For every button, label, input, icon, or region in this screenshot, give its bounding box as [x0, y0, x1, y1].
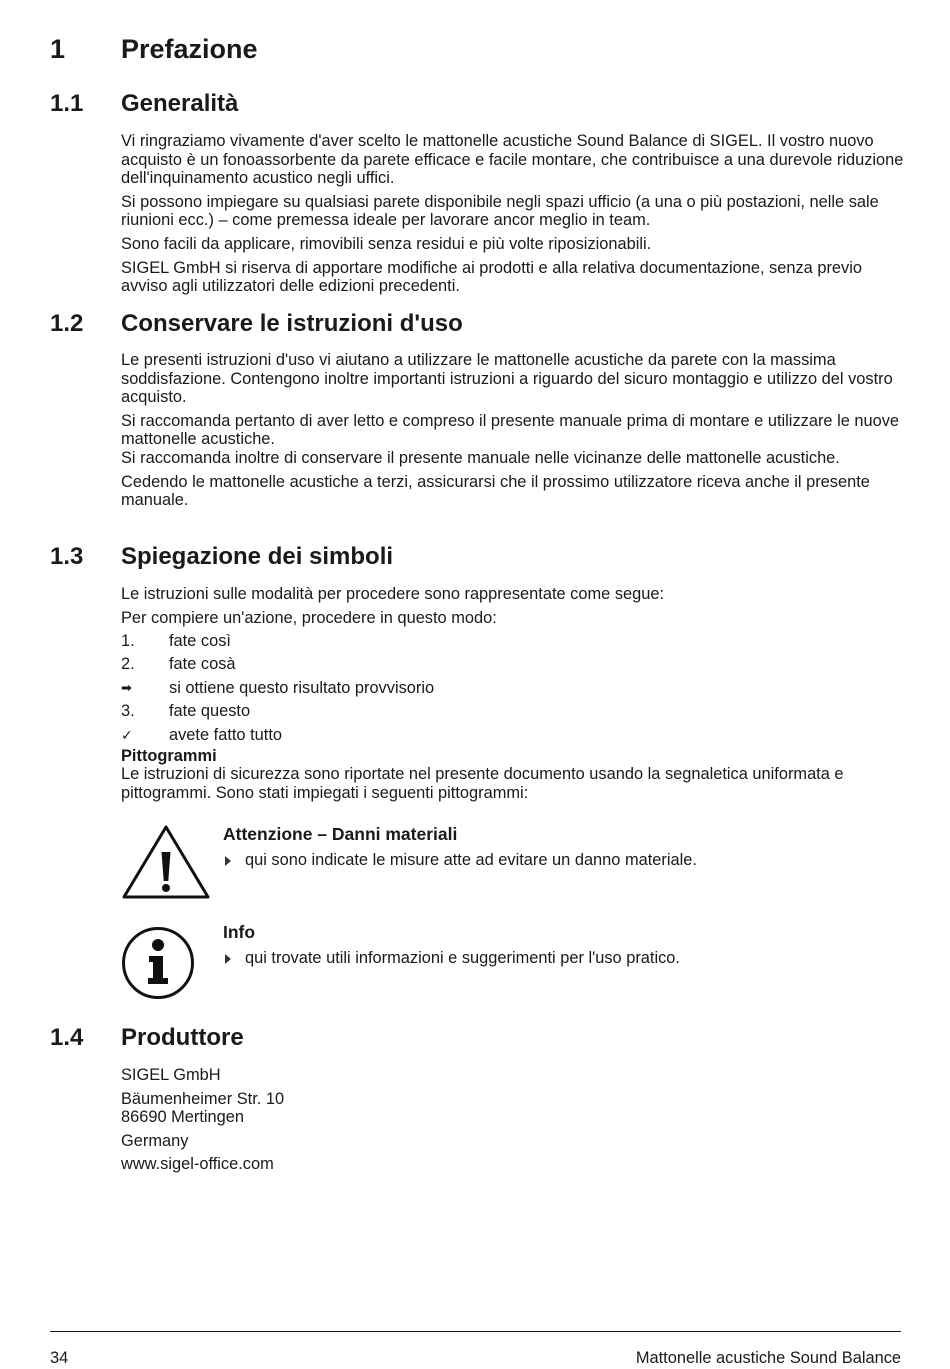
steps-list	[121, 629, 911, 747]
section-1-2-body	[121, 351, 911, 515]
info-circle-icon	[121, 926, 195, 1000]
list-item	[121, 700, 911, 724]
step-text: avete fatto tutto	[169, 725, 282, 744]
info-text: qui trovate utili informazioni e suggerimenti per l'uso pratico.	[245, 949, 680, 967]
document-title: Mattonelle acustiche Sound Balance	[635, 1349, 901, 1367]
section-title: Conservare le istruzioni d'uso	[121, 310, 463, 337]
section-1-1-body	[121, 132, 911, 301]
paragraph: Si raccomanda inoltre di conservare il presente manuale nelle vicinanze delle mattonelle acustiche.	[121, 448, 840, 467]
street: Bäumenheimer Str. 10	[121, 1089, 285, 1108]
section-heading-1-2	[50, 310, 463, 338]
chapter-heading	[50, 34, 258, 65]
section-number: 1.1	[50, 90, 84, 117]
chapter-title: Prefazione	[121, 34, 258, 64]
paragraph: SIGEL GmbH si riserva di apportare modifiche ai prodotti e alla relativa documentazione, senza previo avviso agli utilizzatori delle edizioni precedenti.	[121, 258, 862, 296]
section-number: 1.4	[50, 1024, 84, 1051]
pictograms-heading: Pittogrammi	[121, 746, 217, 765]
list-item	[121, 676, 911, 700]
paragraph: Sono facili da applicare, rimovibili senza residui e più volte riposizionabili.	[121, 234, 652, 253]
city: 86690 Mertingen	[121, 1108, 245, 1127]
warning-description	[223, 824, 913, 870]
list-item	[121, 653, 911, 677]
section-title: Produttore	[121, 1024, 244, 1051]
warning-title: Attenzione – Danni materiali	[223, 824, 458, 844]
arrow-right-icon: ➡	[121, 679, 132, 695]
section-heading-1-3	[50, 543, 393, 571]
paragraph: Si raccomanda pertanto di aver letto e compreso il presente manuale prima di montare e utilizzare le nuove mattonelle acustiche.	[121, 411, 900, 449]
info-title: Info	[223, 922, 256, 942]
warning-text: qui sono indicate le misure atte ad evitare un danno materiale.	[245, 851, 697, 869]
step-text: fate questo	[169, 702, 251, 721]
company-name: SIGEL GmbH	[121, 1066, 221, 1084]
section-heading-1-1	[50, 90, 238, 118]
section-title: Spiegazione dei simboli	[121, 543, 394, 570]
paragraph: Per compiere un'azione, procedere in questo modo:	[121, 608, 497, 627]
list-item	[121, 629, 911, 653]
chapter-number: 1	[50, 34, 66, 64]
section-1-3-body	[121, 585, 911, 807]
checkmark-icon: ✓	[121, 726, 133, 743]
paragraph: Si possono impiegare su qualsiasi parete disponibile negli spazi ufficio (a una o più postazioni, nelle sale riunioni ecc.) – come premessa ideale per lavorare ancor meglio in team.	[121, 192, 879, 230]
section-number: 1.3	[50, 543, 84, 570]
info-description	[223, 922, 913, 968]
paragraph: Le istruzioni di sicurezza sono riportate nel presente documento usando la segnaletica uniformata e pittogrammi. Sono stati impiegati i seguenti pittogrammi:	[121, 765, 844, 802]
section-title: Generalità	[121, 90, 239, 117]
page-number: 34	[50, 1349, 69, 1367]
step-number: 3.	[121, 702, 135, 721]
website-link[interactable]: www.sigel-office.com	[121, 1155, 274, 1174]
manufacturer-address	[121, 1066, 911, 1179]
step-text: si ottiene questo risultato provvisorio	[169, 678, 435, 697]
list-item	[121, 723, 911, 747]
warning-triangle-icon	[121, 824, 211, 900]
paragraph: Cedendo le mattonelle acustiche a terzi, assicurarsi che il prossimo utilizzatore riceva anche il presente manuale.	[121, 472, 870, 510]
triangle-bullet-icon	[225, 856, 231, 866]
country: Germany	[121, 1131, 189, 1150]
triangle-bullet-icon	[225, 954, 231, 964]
paragraph: Vi ringraziamo vivamente d'aver scelto le mattonelle acustiche Sound Balance di SIGEL. Il vostro nuovo acquisto è un fonoassorbente da parete efficace e facile montare, che contribuisce a una durevole riduzione dell'inquinamento acustico negli uffici.	[121, 132, 904, 188]
step-number: 1.	[121, 631, 135, 650]
step-text: fate così	[169, 631, 231, 650]
section-number: 1.2	[50, 310, 84, 337]
warning-item	[223, 851, 913, 870]
paragraph: Le istruzioni sulle modalità per procedere sono rappresentate come segue:	[121, 585, 665, 603]
section-heading-1-4	[50, 1024, 244, 1052]
step-text: fate cosà	[169, 655, 236, 674]
step-number: 2.	[121, 655, 135, 674]
footer-divider	[50, 1331, 901, 1332]
info-item	[223, 949, 913, 968]
paragraph: Le presenti istruzioni d'uso vi aiutano a utilizzare le mattonelle acustiche da parete con la massima soddisfazione. Contengono inoltre importanti istruzioni a riguardo del sicuro montaggio e utilizzo del vostro acquisto.	[121, 351, 893, 407]
